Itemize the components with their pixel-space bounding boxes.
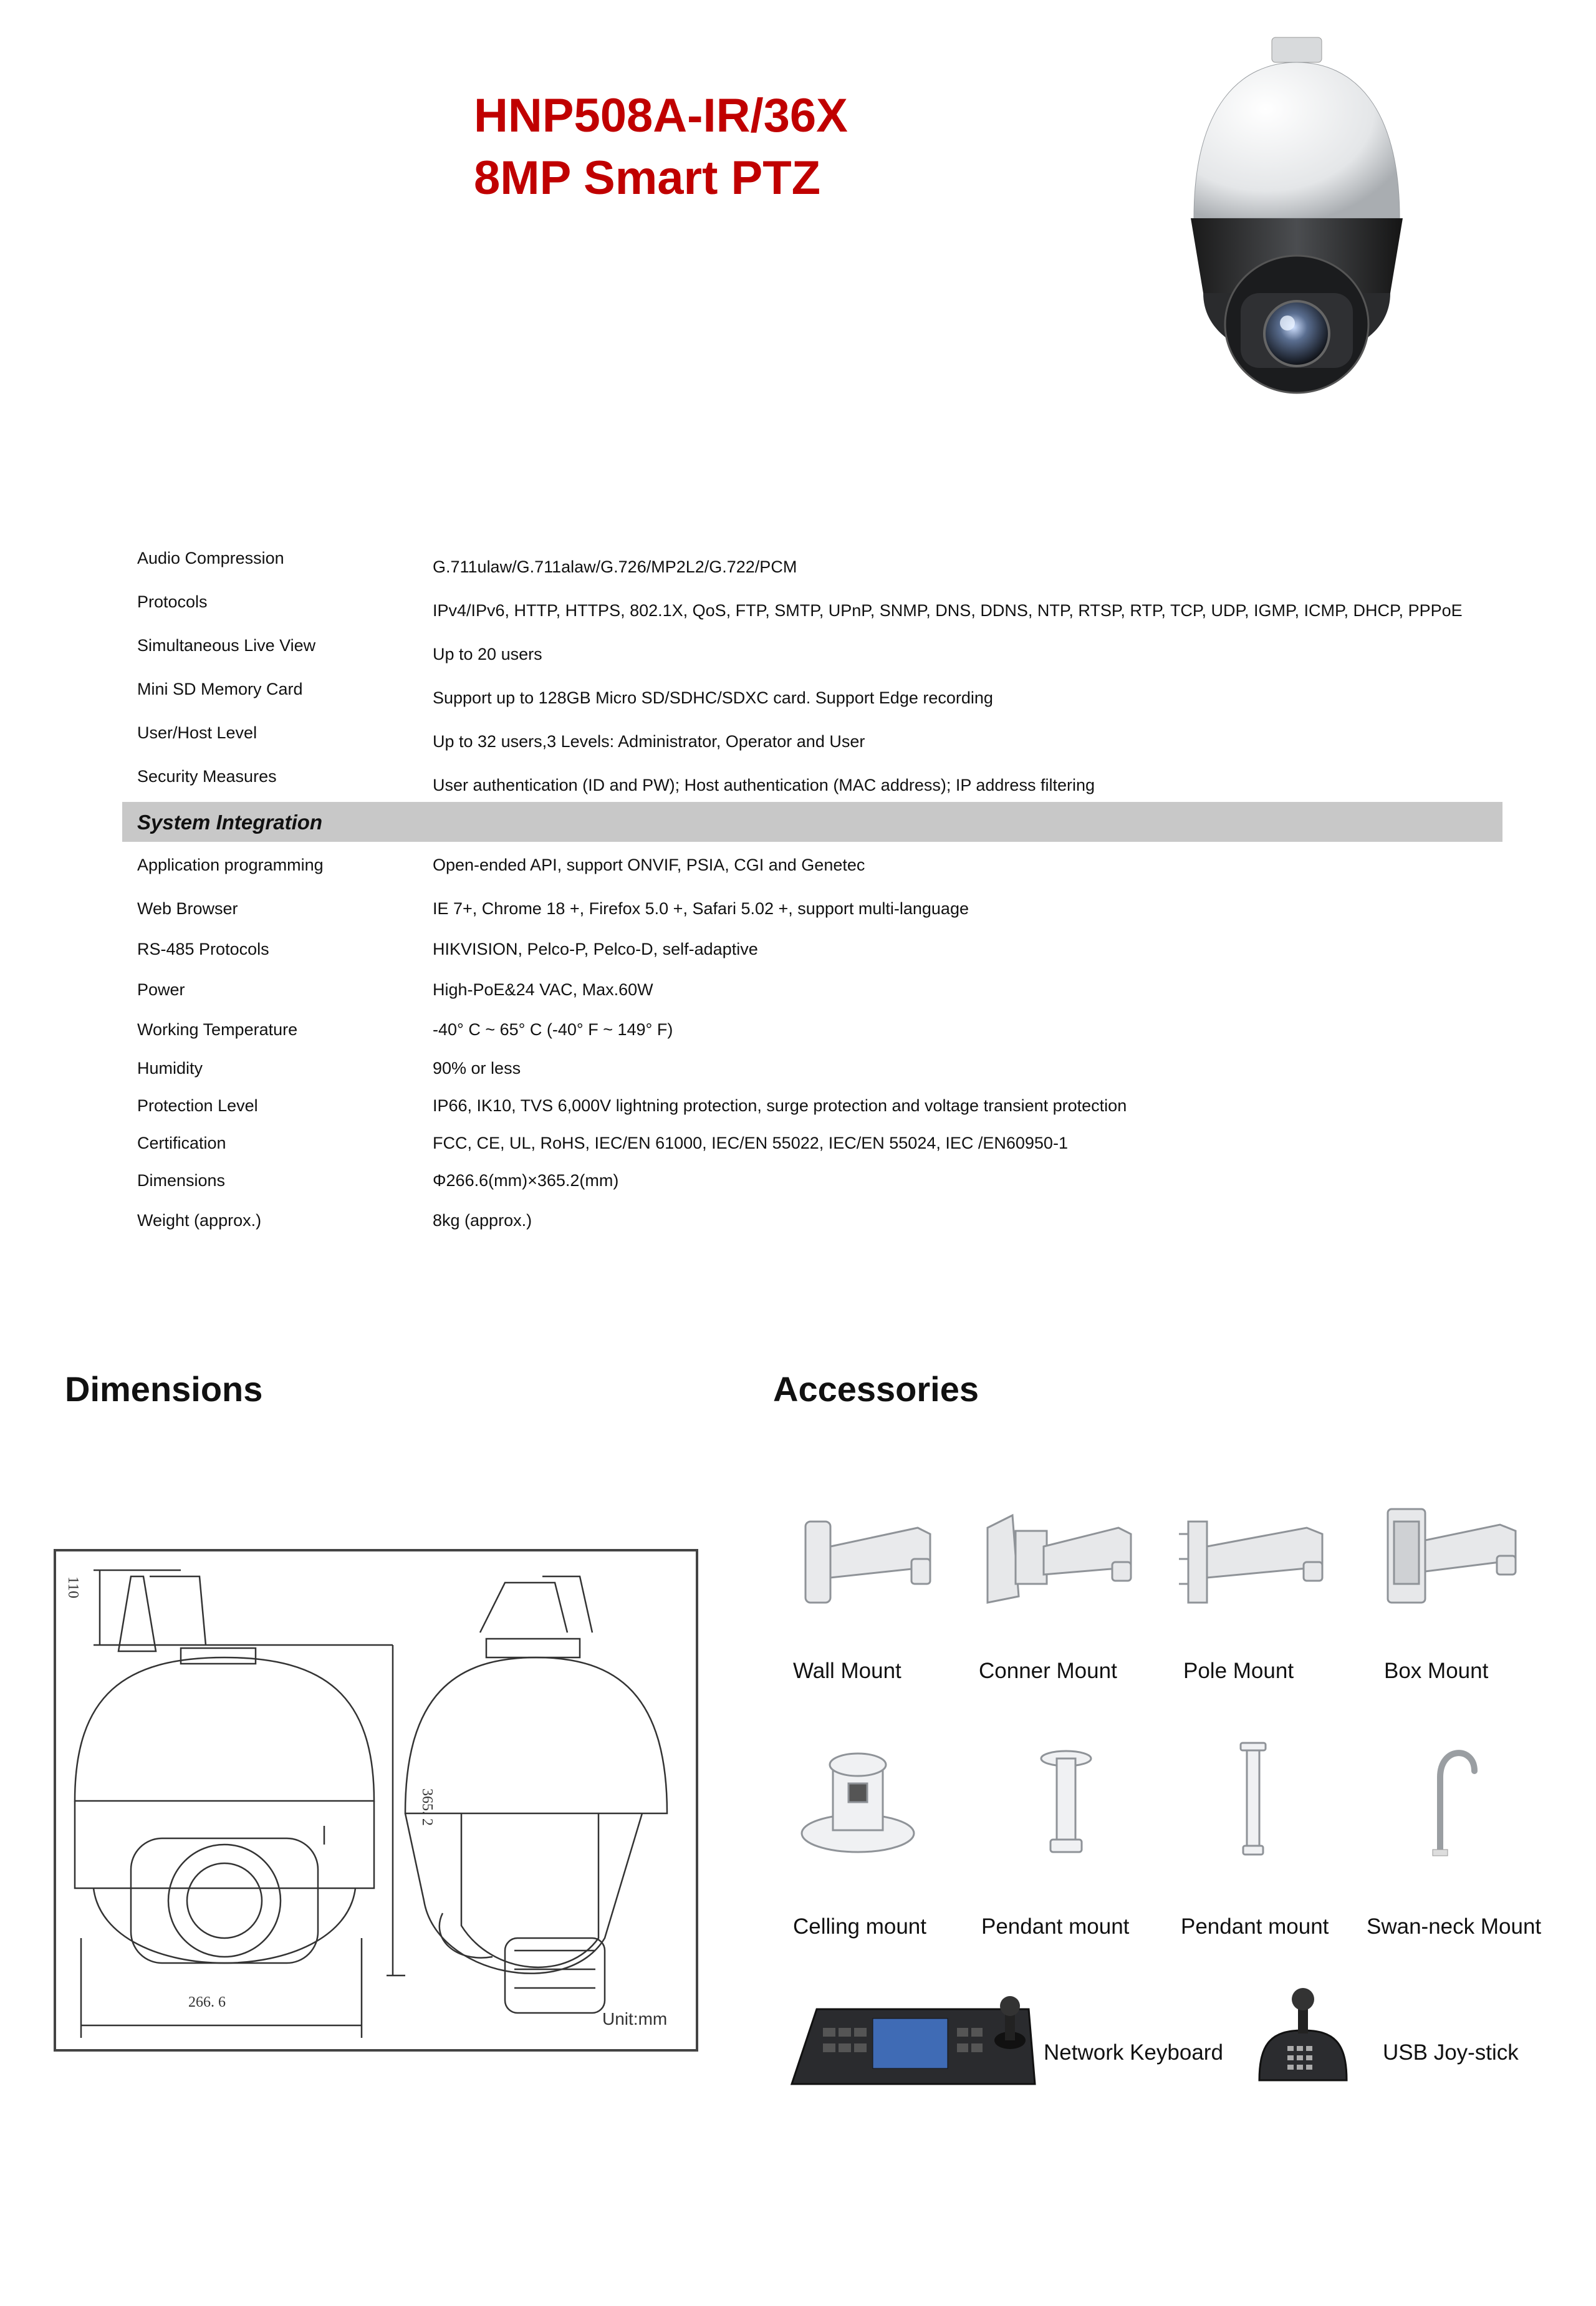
spec-label: RS-485 Protocols	[137, 940, 269, 958]
spec-value: IPv4/IPv6, HTTP, HTTPS, 802.1X, QoS, FTP, SMTP, UPnP, SNMP, DNS, DDNS, NTP, RTSP, RTP, TCP, UDP, IGMP, ICMP, DHCP, PPPoE	[433, 601, 1463, 620]
accessory-label-wall-mount: Wall Mount	[793, 1659, 901, 1683]
accessory-label-box-mount: Box Mount	[1384, 1659, 1489, 1683]
dim-unit-label: Unit:mm	[602, 2009, 668, 2029]
spec-value: User authentication (ID and PW); Host authentication (MAC address); IP address filtering	[433, 776, 1095, 794]
spec-value: HIKVISION, Pelco-P, Pelco-D, self-adaptive	[433, 940, 758, 958]
spec-value: 8kg (approx.)	[433, 1211, 532, 1230]
spec-value: Φ266.6(mm)×365.2(mm)	[433, 1171, 619, 1190]
dim-label-height: 365. 2	[419, 1788, 435, 1826]
spec-label: Simultaneous Live View	[137, 636, 316, 655]
spec-label: Mini SD Memory Card	[137, 680, 303, 698]
spec-value: Up to 32 users,3 Levels: Administrator, Operator and User	[433, 732, 865, 751]
spec-value: Support up to 128GB Micro SD/SDHC/SDXC card. Support Edge recording	[433, 688, 993, 707]
spec-value: High-PoE&24 VAC, Max.60W	[433, 980, 653, 999]
accessory-label-celling-mount: Celling mount	[793, 1914, 926, 1939]
spec-value: IP66, IK10, TVS 6,000V lightning protection, surge protection and voltage transient protection	[433, 1096, 1127, 1115]
spec-label: Weight (approx.)	[137, 1211, 262, 1230]
accessory-label-pendant-mount-2: Pendant mount	[1181, 1914, 1329, 1939]
spec-label: Web Browser	[137, 899, 238, 918]
swan-neck-mount-image	[1421, 1740, 1484, 1858]
spec-label: Audio Compression	[137, 549, 284, 567]
spec-label: Working Temperature	[137, 1020, 298, 1039]
spec-value: IE 7+, Chrome 18 +, Firefox 5.0 +, Safari 5.02 +, support multi-language	[433, 899, 969, 918]
accessory-label-pendant-mount-1: Pendant mount	[981, 1914, 1130, 1939]
pendant-mount-1-image	[1035, 1746, 1097, 1858]
spec-label: User/Host Level	[137, 723, 257, 742]
spec-value: FCC, CE, UL, RoHS, IEC/EN 61000, IEC/EN 55022, IEC/EN 55024, IEC /EN60950-1	[433, 1134, 1068, 1152]
accessory-label-pole-mount: Pole Mount	[1183, 1659, 1294, 1683]
dimensions-heading: Dimensions	[65, 1369, 263, 1409]
celling-mount-image	[796, 1746, 920, 1858]
box-mount-image	[1382, 1503, 1525, 1609]
spec-label: Power	[137, 980, 185, 999]
dimension-drawing-svg	[56, 1551, 696, 2049]
conner-mount-image	[981, 1509, 1137, 1609]
dim-label-110: 110	[65, 1576, 81, 1599]
usb-joystick-image	[1253, 1987, 1353, 2093]
network-keyboard-image	[779, 1990, 1041, 2109]
spec-label: Protection Level	[137, 1096, 258, 1115]
section-title: System Integration	[137, 811, 323, 834]
accessory-label-network-keyboard: Network Keyboard	[1044, 2040, 1223, 2065]
spec-label: Certification	[137, 1134, 226, 1152]
dim-label-width: 266. 6	[188, 1994, 226, 2010]
spec-value: -40° C ~ 65° C (-40° F ~ 149° F)	[433, 1020, 673, 1039]
pole-mount-image	[1176, 1509, 1332, 1609]
ptz-camera-image	[1166, 31, 1428, 412]
spec-label: Humidity	[137, 1059, 203, 1078]
product-model: HNP508A-IR/36X	[474, 89, 848, 142]
product-subtitle: 8MP Smart PTZ	[474, 152, 821, 205]
spec-value: Open-ended API, support ONVIF, PSIA, CGI and Genetec	[433, 856, 865, 874]
accessory-label-conner-mount: Conner Mount	[979, 1659, 1117, 1683]
dimension-drawing	[54, 1549, 698, 2052]
pendant-mount-2-image	[1234, 1740, 1272, 1858]
spec-value: G.711ulaw/G.711alaw/G.726/MP2L2/G.722/PCM	[433, 557, 797, 576]
accessory-label-swan-neck-mount: Swan-neck Mount	[1367, 1914, 1542, 1939]
spec-label: Protocols	[137, 592, 208, 611]
spec-label: Security Measures	[137, 767, 277, 786]
section-header-system-integration	[122, 802, 1502, 842]
wall-mount-image	[799, 1509, 936, 1609]
spec-value: 90% or less	[433, 1059, 521, 1078]
spec-label: Application programming	[137, 856, 324, 874]
spec-value: Up to 20 users	[433, 645, 542, 663]
spec-label: Dimensions	[137, 1171, 226, 1190]
accessories-heading: Accessories	[773, 1369, 979, 1409]
accessory-label-usb-joystick: USB Joy-stick	[1383, 2040, 1519, 2065]
